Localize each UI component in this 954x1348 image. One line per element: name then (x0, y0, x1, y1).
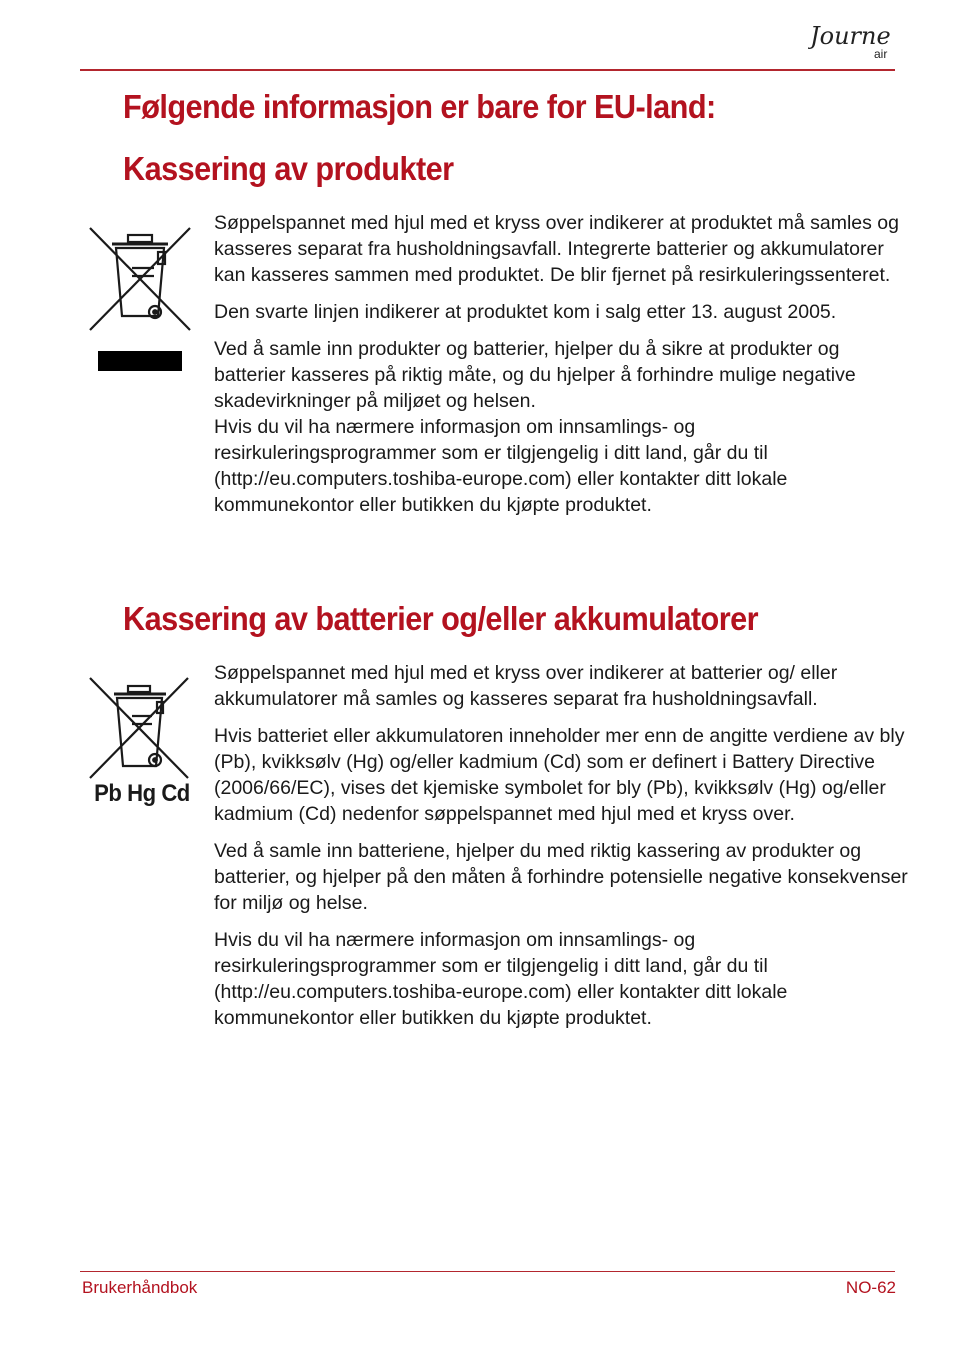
journe-air-logo (808, 14, 892, 64)
section-products-text (214, 210, 914, 529)
chemical-symbols-label: Pb Hg Cd (94, 780, 190, 807)
logo-sub-text: air (874, 47, 888, 61)
paragraph: Ved å samle inn produkter og batterier, hjelper du å sikre at produkter og batterier kasseres på riktig måte, og du hjelper å forhindre mulige negative skadevirkninger på miljøet og helsen. (214, 338, 856, 412)
paragraph: Ved å samle inn batteriene, hjelper du med riktig kassering av produkter og batterier, og hjelper på den måten å forhindre potensielle negative konsekvenser for miljø og helse. (214, 840, 908, 914)
paragraph: Den svarte linjen indikerer at produktet kom i salg etter 13. august 2005. (214, 301, 837, 323)
logo-script-text: Journe (810, 22, 891, 50)
section-heading-batteries: Kassering av batterier og/eller akkumulatorer (123, 600, 759, 637)
paragraph: Søppelspannet med hjul med et kryss over indikerer at produktet må samles og kasseres separat fra husholdningsavfall. Integrerte batterier og akkumulatorer kan kasseres sammen med produktet. De blir fjernet på resirkuleringssenteret. (214, 212, 899, 286)
page-number: NO-62 (845, 1278, 896, 1297)
page-title: Følgende informasjon er bare for EU-land: (123, 88, 716, 125)
crossed-bin-battery-icon (84, 674, 200, 814)
footer-manual-name: Brukerhåndbok (82, 1278, 198, 1297)
paragraph: Hvis batteriet eller akkumulatoren inneholder mer enn de angitte verdiene av bly (Pb), kvikksølv (Hg) og/eller kadmium (Cd) som er definert i Battery Directive (2006/66/EC), vises det kjemiske symbolet for bly (Pb), kvikksølv (Hg) og/eller kadmium (Cd) nedenfor søppelspannet med hjul med et kryss over. (214, 725, 905, 825)
section-batteries-text (214, 660, 914, 1042)
crossed-bin-icon (88, 226, 192, 374)
header-divider (80, 69, 895, 71)
paragraph: Søppelspannet med hjul med et kryss over indikerer at batterier og/ eller akkumulatorer må samles og kasseres separat fra husholdningsavfall. (214, 662, 838, 710)
section-heading-products: Kassering av produkter (123, 150, 454, 187)
footer-divider (80, 1271, 895, 1272)
paragraph: Hvis du vil ha nærmere informasjon om innsamlings- og resirkuleringsprogrammer som er tilgjengelig i ditt land, går du til (http://eu.computers.toshiba-europe.com) eller kontakter ditt lokale kommunekontor eller butikken du kjøpte produktet. (214, 929, 788, 1029)
paragraph: Hvis du vil ha nærmere informasjon om innsamlings- og resirkuleringsprogrammer som er tilgjengelig i ditt land, går du til (http://eu.computers.toshiba-europe.com) eller kontakter ditt lokale kommunekontor eller butikken du kjøpte produktet. (214, 416, 788, 516)
